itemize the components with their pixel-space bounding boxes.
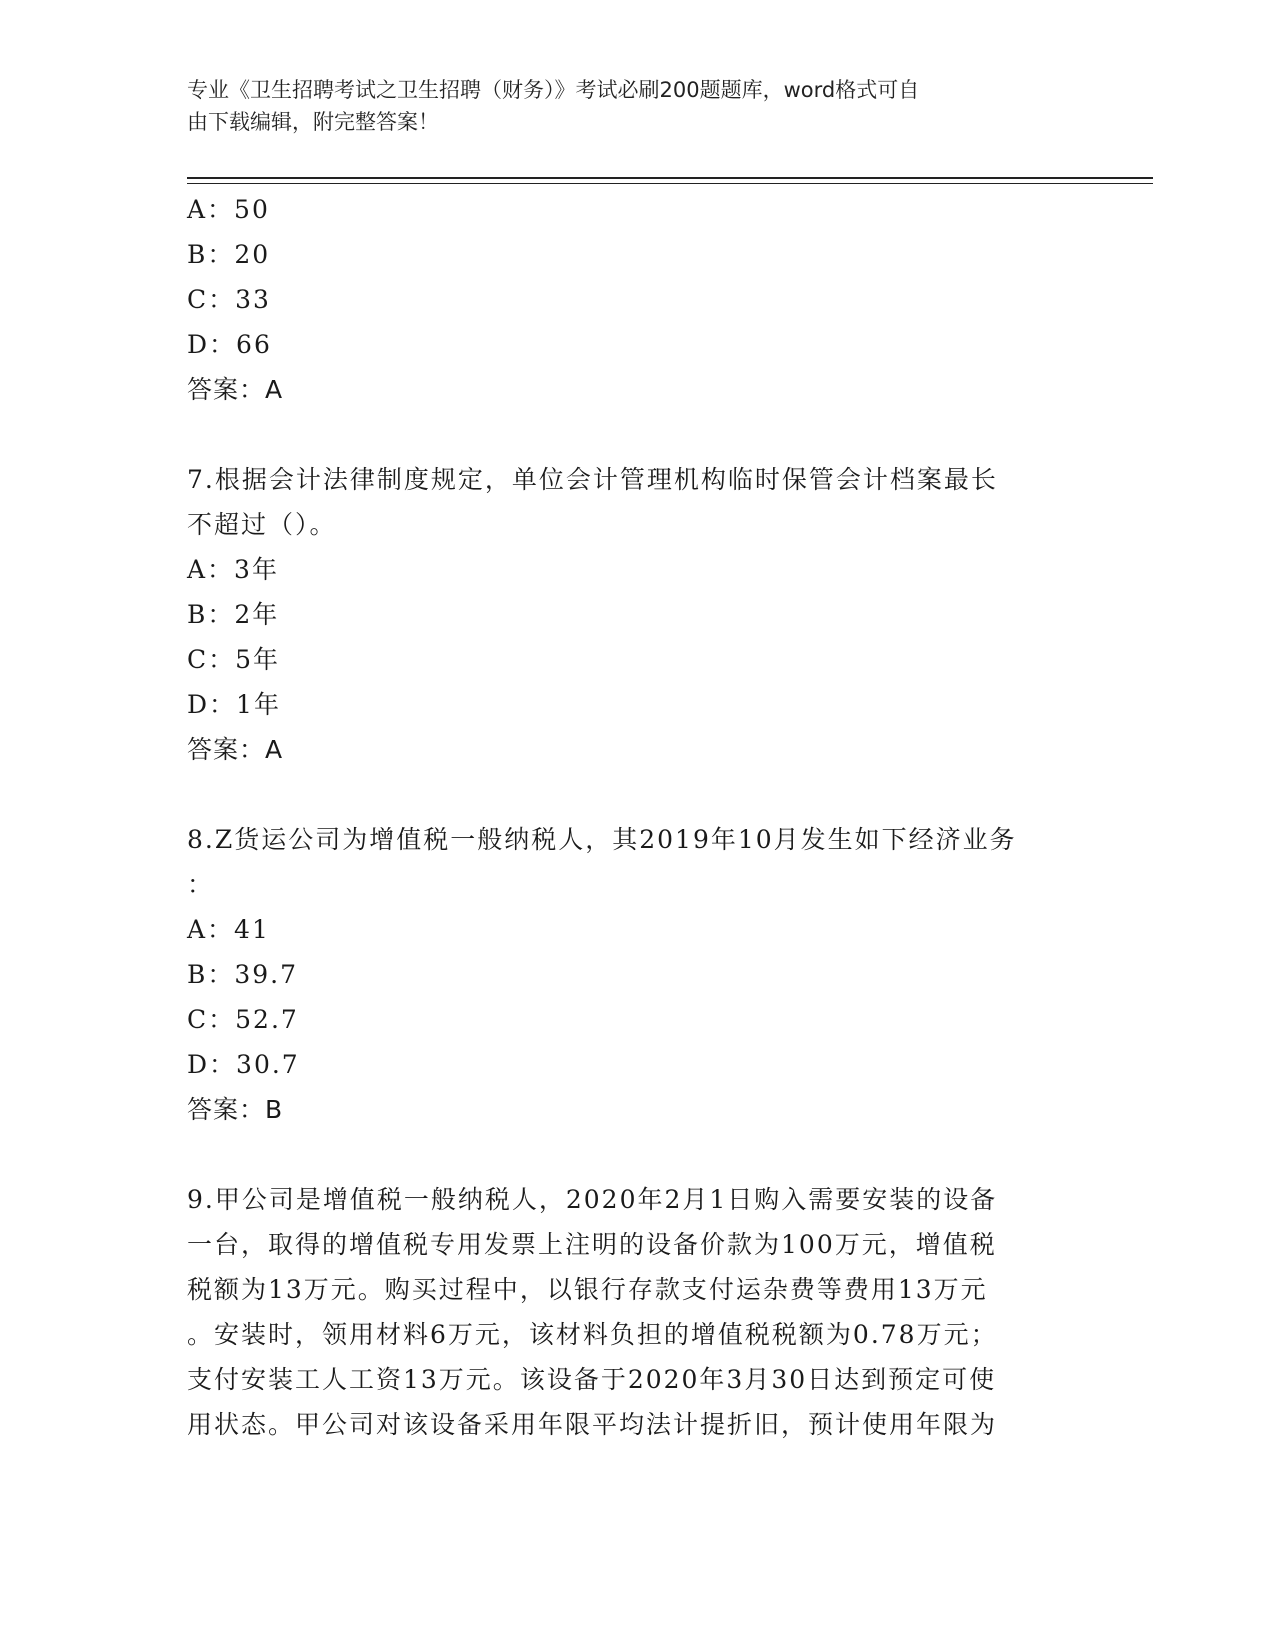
header-line-1: 专业《卫生招聘考试之卫生招聘（财务）》考试必刷200题题库，word格式可自 [187,78,920,102]
q6-option-c: C：33 [187,285,271,314]
q7-answer: 答案：A [187,735,284,764]
q8-option-a: A：41 [187,915,270,944]
q7-text-line-2: 不超过（）。 [187,510,337,539]
header-rule-thick [187,177,1153,179]
document-header [187,74,1077,138]
q6-option-d: D：66 [187,330,272,359]
q9-text-line-2: 一台，取得的增值税专用发票上注明的设备价款为100万元，增值税 [187,1230,997,1259]
q8-answer: 答案：B [187,1095,284,1124]
q8-text-line-1: 8.Z货运公司为增值税一般纳税人，其2019年10月发生如下经济业务 [187,825,1017,854]
q6-option-a: A：50 [187,195,270,224]
q7-option-d: D：1年 [187,690,281,719]
q9-text-line-6: 用状态。甲公司对该设备采用年限平均法计提折旧，预计使用年限为 [187,1410,998,1439]
q7-option-a: A：3年 [187,555,279,584]
q9-text-line-5: 支付安装工人工资13万元。该设备于2020年3月30日达到预定可使 [187,1365,997,1394]
q7-option-c: C：5年 [187,645,281,674]
q8-option-c: C：52.7 [187,1005,299,1034]
q9-text-line-4: 。安装时，领用材料6万元，该材料负担的增值税税额为0.78万元； [187,1320,998,1349]
header-line-2: 由下载编辑，附完整答案！ [187,110,439,134]
header-rule-thin [187,183,1153,184]
q6-answer: 答案：A [187,375,284,404]
q7-text-line-1: 7.根据会计法律制度规定，单位会计管理机构临时保管会计档案最长 [187,465,998,494]
q8-text-line-2: ： [187,870,215,899]
q7-option-b: B：2年 [187,600,280,629]
q8-option-d: D：30.7 [187,1050,300,1079]
q8-option-b: B：39.7 [187,960,299,989]
q6-option-b: B：20 [187,240,271,269]
q9-text-line-1: 9.甲公司是增值税一般纳税人，2020年2月1日购入需要安装的设备 [187,1185,998,1214]
q9-text-line-3: 税额为13万元。购买过程中，以银行存款支付运杂费等费用13万元 [187,1275,988,1304]
